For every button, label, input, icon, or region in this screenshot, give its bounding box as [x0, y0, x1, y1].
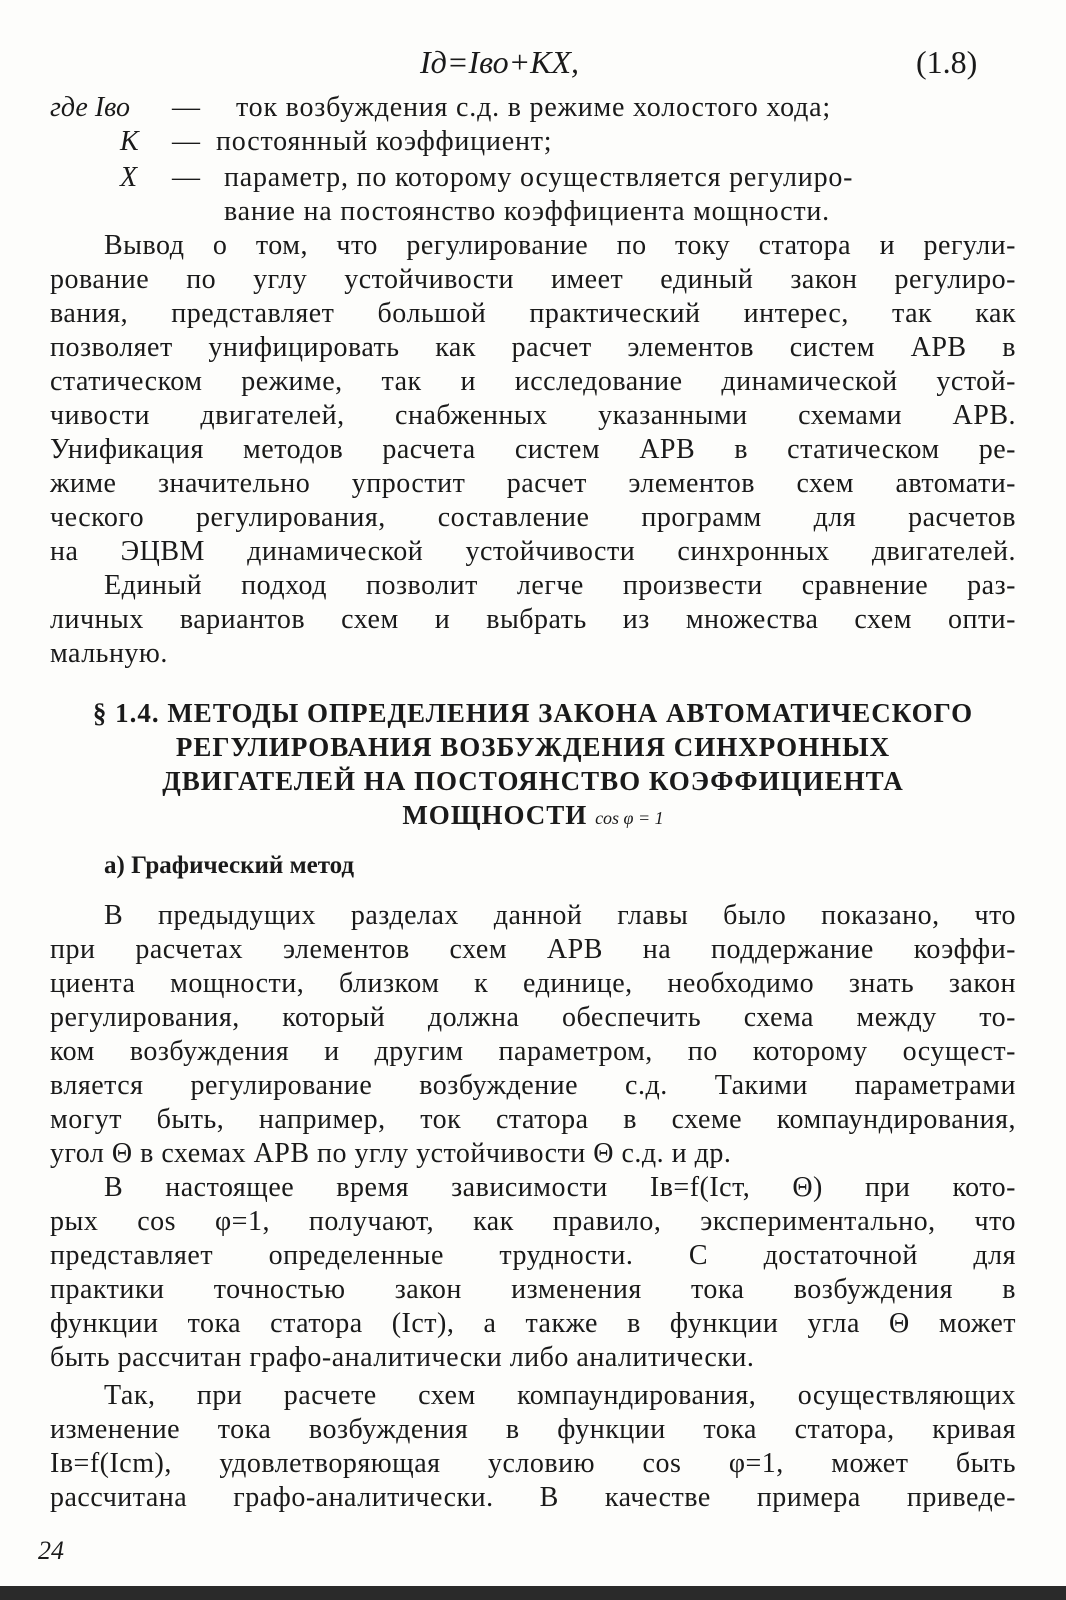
text-line: Единый подход позволит легче произвести сравнение раз-	[104, 570, 1016, 601]
text-line: быть рассчитан графо-аналитически либо аналитически.	[50, 1342, 755, 1373]
text-line: рассчитана графо-аналитически. В качестве примера приведе-	[50, 1482, 1016, 1513]
text-line: представляет определенные трудности. С достаточной для	[50, 1240, 1016, 1271]
equation-number: (1.8)	[916, 44, 978, 80]
text-line: циента мощности, близком к единице, необходимо знать закон	[50, 968, 1016, 999]
text-line: В настоящее время зависимости Iв=f(Iст, Θ) при кото-	[104, 1172, 1016, 1203]
heading-word: МОЩНОСТИ	[402, 800, 588, 830]
definition-text: параметр, по которому осуществляется регулиро-	[224, 162, 854, 193]
text-line: могут быть, например, ток статора в схеме компаундирования,	[50, 1104, 1016, 1135]
text-line: регулирования, который должна обеспечить схема между то-	[50, 1002, 1016, 1033]
heading-cos-phi: cos φ = 1	[595, 808, 664, 828]
definition-text: постоянный коэффициент;	[216, 126, 553, 157]
text-line: статическом режиме, так и исследование динамической устой-	[50, 366, 1016, 397]
text-line: рых cos φ=1, получают, как правило, экспериментально, что	[50, 1206, 1016, 1237]
text-line: при расчетах элементов схем АРВ на поддержание коэффи-	[50, 934, 1016, 965]
text-line: Iв=f(Icm), удовлетворяющая условию cos φ=1, может быть	[50, 1448, 1016, 1479]
text-line: вания, представляет большой практический интерес, так как	[50, 298, 1016, 329]
page-number: 24	[38, 1536, 64, 1565]
heading-line: РЕГУЛИРОВАНИЯ ВОЗБУЖДЕНИЯ СИНХРОННЫХ	[175, 732, 891, 762]
definition-symbol: K	[120, 126, 139, 157]
definition-dash: —	[172, 92, 200, 123]
text-line: В предыдущих разделах данной главы было показано, что	[104, 900, 1016, 931]
text-line: позволяет унифицировать как расчет элементов систем АРВ в	[50, 332, 1016, 363]
definition-text: вание на постоянство коэффициента мощности.	[224, 196, 830, 227]
definition-symbol: X	[120, 162, 138, 193]
text-line: Унификация методов расчета систем АРВ в статическом ре-	[50, 434, 1016, 465]
formula-1-8: Iд=Iво+KX,	[420, 44, 580, 80]
definition-text: ток возбуждения с.д. в режиме холостого хода;	[236, 92, 831, 123]
definition-symbol: где Iво	[50, 92, 130, 123]
text-line: жиме значительно упростит расчет элементов схем автомати-	[50, 468, 1016, 499]
text-line: ческого регулирования, составление программ для расчетов	[50, 502, 1016, 533]
text-line: мальную.	[50, 638, 168, 669]
text-line: чивости двигателей, снабженных указанными схемами АРВ.	[50, 400, 1016, 431]
heading-line: ДВИГАТЕЛЕЙ НА ПОСТОЯНСТВО КОЭФФИЦИЕНТА	[162, 766, 904, 796]
definition-dash: —	[172, 126, 200, 157]
text-line: угол Θ в схемах АРВ по углу устойчивости Θ с.д. и др.	[50, 1138, 732, 1169]
scan-bottom-edge	[0, 1586, 1066, 1600]
text-line: Вывод о том, что регулирование по току статора и регули-	[104, 230, 1016, 261]
definition-dash: —	[172, 162, 200, 193]
text-line: изменение тока возбуждения в функции тока статора, кривая	[50, 1414, 1016, 1445]
text-line: рование по углу устойчивости имеет единый закон регулиро-	[50, 264, 1016, 295]
text-line: Так, при расчете схем компаундирования, осуществляющих	[104, 1380, 1016, 1411]
text-line: на ЭЦВМ динамической устойчивости синхронных двигателей.	[50, 536, 1016, 567]
text-line: ком возбуждения и другим параметром, по которому осущест-	[50, 1036, 1016, 1067]
text-line: вляется регулирование возбуждение с.д. Такими параметрами	[50, 1070, 1016, 1101]
subsection-title: а) Графический метод	[104, 852, 355, 879]
text-line: функции тока статора (Iст), а также в функции угла Θ может	[50, 1308, 1016, 1339]
text-line: практики точностью закон изменения тока возбуждения в	[50, 1274, 1016, 1305]
text-line: личных вариантов схем и выбрать из множества схем опти-	[50, 604, 1016, 635]
heading-line	[50, 800, 1016, 831]
heading-line: § 1.4. МЕТОДЫ ОПРЕДЕЛЕНИЯ ЗАКОНА АВТОМАТИЧЕСКОГО	[92, 698, 974, 728]
